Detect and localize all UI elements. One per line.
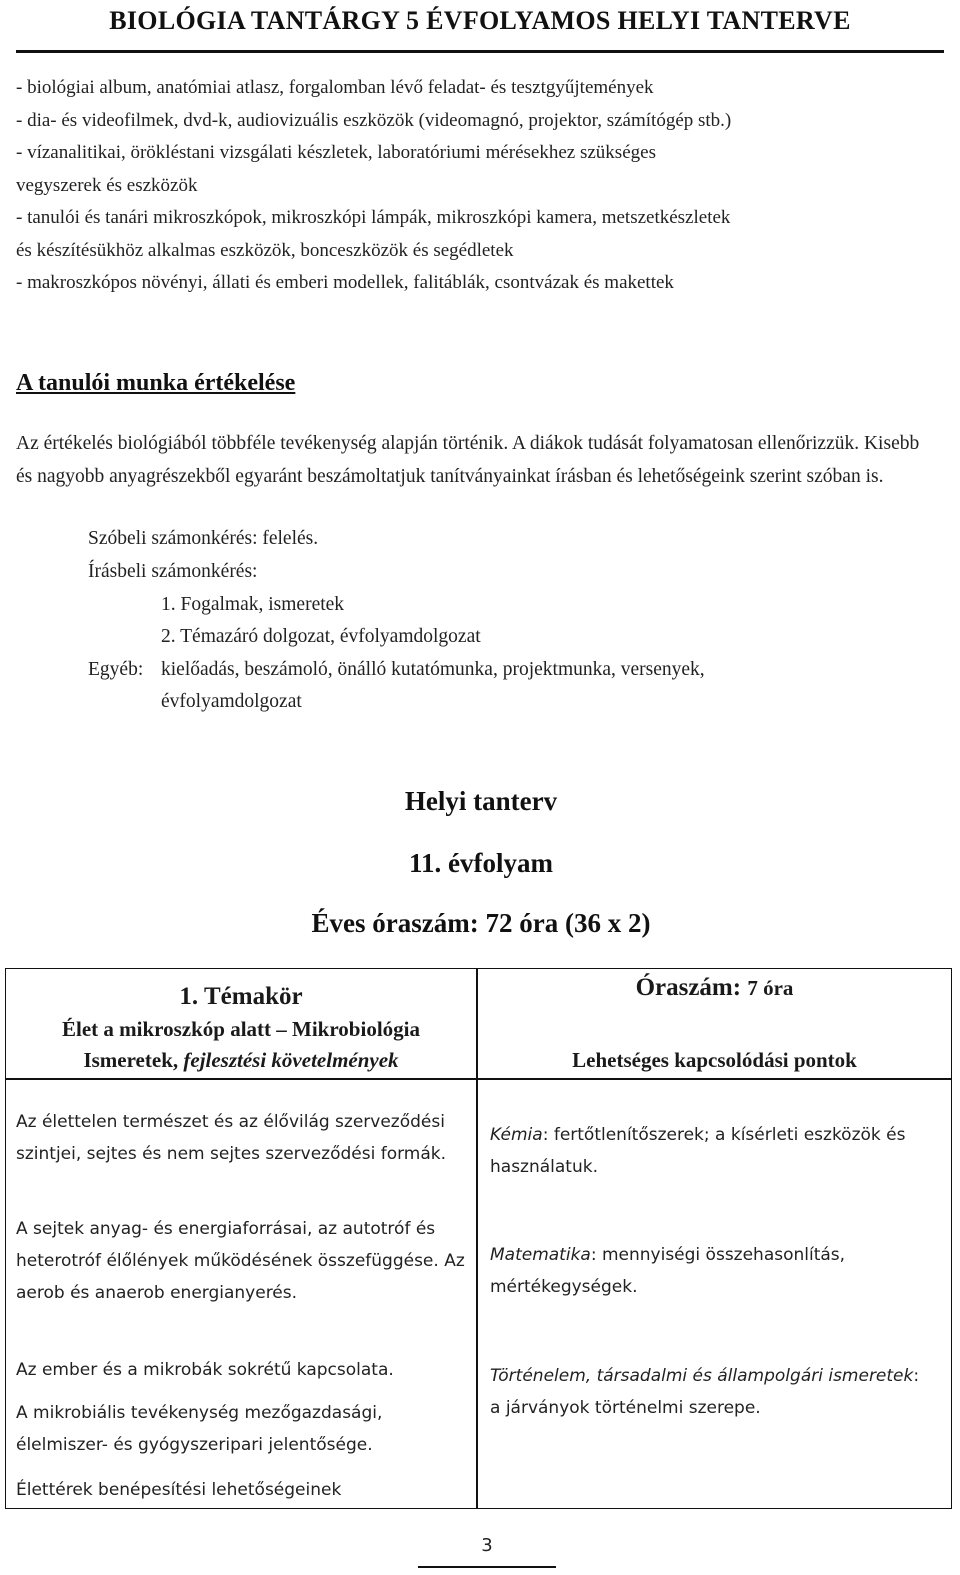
- topic-number: 1. Témakör: [179, 983, 303, 1010]
- knowledge-item: A mikrobiális tevékenység mezőgazdasági, élelmiszer- és gyógyszeripari jelentősége.: [16, 1403, 383, 1455]
- written-item: 1. Fogalmak, ismeretek: [161, 594, 345, 615]
- connection-text: : fertőtlenítőszerek; a kísérleti eszközök és használatuk.: [490, 1125, 906, 1177]
- page-header: [16, 6, 944, 36]
- hours-label: Óraszám:: [635, 974, 748, 1001]
- knowledge-item: Az ember és a mikrobák sokrétű kapcsolata.: [16, 1360, 394, 1380]
- written-item: 2. Témazáró dolgozat, évfolyamdolgozat: [161, 626, 481, 647]
- connection-text: : a járványok történelmi szerepe.: [490, 1366, 920, 1418]
- topic-name: Élet a mikroszkóp alatt – Mikrobiológia: [62, 1017, 420, 1041]
- other-assessment-text-cont: évfolyamdolgozat: [161, 691, 302, 712]
- resource-item: és készítésükhöz alkalmas eszközök, bonceszközök és segédletek: [16, 239, 514, 261]
- evaluation-intro: Az értékelés biológiából többféle tevékenység alapján történik. A diákok tudását folyamatosan ellenőrizzük. Kisebb és nagyobb anyagrészekből egyaránt beszámoltatjuk tanítványainkat írásban és lehetőségeink szerint szóban is.: [16, 433, 920, 487]
- connection-text: : mennyiségi összehasonlítás, mértékegységek.: [490, 1245, 846, 1297]
- page-header-title: BIOLÓGIA TANTÁRGY 5 ÉVFOLYAMOS HELYI TANTERVE: [109, 6, 851, 35]
- resource-item: vegyszerek és eszközök: [16, 174, 198, 196]
- annual-hours: Éves óraszám: 72 óra (36 x 2): [311, 908, 651, 938]
- evaluation-heading: A tanulói munka értékelése: [16, 370, 296, 396]
- curriculum-title: Helyi tanterv: [404, 786, 558, 816]
- connection-item: [490, 1239, 948, 1303]
- page-number-rule: [418, 1566, 556, 1568]
- connection-subject: Matematika: [490, 1245, 591, 1265]
- knowledge-item: Az élettelen természet és az élővilág szerveződési szintjei, sejtes és nem sejtes szerveződési formák.: [16, 1112, 447, 1164]
- connection-item: [490, 1360, 930, 1424]
- left-header-italic: fejlesztési követelmények: [183, 1048, 399, 1072]
- grade-heading: 11. évfolyam: [409, 848, 553, 878]
- left-column-header: [6, 1048, 476, 1073]
- left-header-text: Ismeretek,: [83, 1048, 184, 1072]
- oral-assessment: Szóbeli számonkérés: felelés.: [88, 528, 319, 549]
- page-number: 3: [481, 1535, 493, 1556]
- knowledge-item: A sejtek anyag- és energiaforrásai, az autotróf és heterotróf élőlények működésének összefüggése. Az aerob és anaerob energianyerés.: [16, 1219, 465, 1303]
- resource-item: - tanulói és tanári mikroszkópok, mikroszkópi lámpák, mikroszkópi kamera, metszetkészletek: [16, 207, 731, 228]
- resource-item: - vízanalitikai, örökléstani vizsgálati készletek, laboratóriumi mérésekhez szükséges: [16, 142, 656, 163]
- resource-list: [16, 72, 946, 300]
- other-assessment-label: Egyéb:: [88, 659, 144, 680]
- hours-cell: [476, 974, 953, 1002]
- resource-item: - makroszkópos növényi, állati és emberi modellek, falitáblák, csontvázak és makettek: [16, 272, 674, 293]
- written-assessment-label: Írásbeli számonkérés:: [88, 561, 258, 582]
- hours-value: 7 óra: [747, 976, 794, 1000]
- resource-item: - biológiai album, anatómiai atlasz, forgalomban lévő feladat- és tesztgyűjtemények: [16, 77, 654, 98]
- header-rule: [16, 50, 944, 53]
- connection-subject: Történelem, társadalmi és állampolgári ismeretek: [490, 1366, 914, 1386]
- knowledge-item: Élettérek benépesítési lehetőségeinek: [16, 1480, 342, 1500]
- connection-item: [490, 1119, 948, 1183]
- resource-item: - dia- és videofilmek, dvd-k, audiovizuális eszközök (videomagnó, projektor, számítógép stb.): [16, 109, 732, 131]
- header-divider: [6, 1078, 951, 1080]
- connection-subject: Kémia: [490, 1125, 543, 1145]
- other-assessment-text: kielőadás, beszámoló, önálló kutatómunka, projektmunka, versenyek,: [161, 659, 705, 680]
- syllabus-table: [5, 968, 952, 1509]
- right-column-header: Lehetséges kapcsolódási pontok: [572, 1048, 857, 1072]
